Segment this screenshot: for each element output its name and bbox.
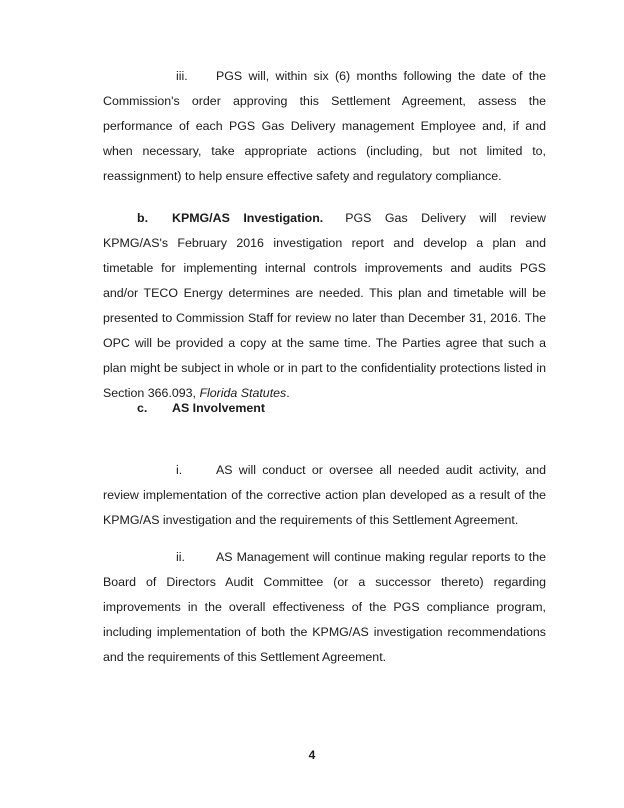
section-marker: c. <box>137 401 148 415</box>
section-heading: KPMG/AS Investigation. <box>172 211 324 225</box>
paragraph-text: AS will conduct or oversee all needed audit activity, and review implementation of the corrective action plan developed as a result of the KPMG/AS investigation and the requirements of this Settlement Agreement. <box>103 463 546 527</box>
list-marker: iii. <box>176 69 188 83</box>
section-heading: AS Involvement <box>172 401 265 415</box>
paragraph-text: PGS will, within six (6) months following the date of the Commission's order approving this Settlement Agreement, assess the performance of each PGS Gas Delivery management Employee and, if and when necessary, take appropriate actions (including, but not limited to, reassignment) to help ensure effective safety and regulatory compliance. <box>103 69 546 183</box>
paragraph-c-heading <box>103 396 546 421</box>
paragraph-text: AS Management will continue making regular reports to the Board of Directors Audit Committee (or a successor thereto) regarding improvements in the overall effectiveness of the PGS compliance program, including implementation of both the KPMG/AS investigation recommendations and the requirements of this Settlement Agreement. <box>103 550 546 664</box>
paragraph-text: PGS Gas Delivery will review KPMG/AS's February 2016 investigation report and develop a plan and timetable for implementing internal controls improvements and audits PGS and/or TECO Energy determines are needed. This plan and timetable will be presented to Commission Staff for review no later than December 31, 2016. The OPC will be provided a copy at the same time. The Parties agree that such a plan might be subject in whole or in part to the confidentiality protections listed in Section 366.093, <box>103 211 546 400</box>
page-number: 4 <box>308 748 316 762</box>
paragraph-c-i <box>103 458 546 533</box>
paragraph-b <box>103 206 546 406</box>
italic-citation: Florida Statutes <box>199 386 287 400</box>
section-marker: b. <box>137 211 149 225</box>
list-marker: ii. <box>176 550 185 564</box>
sentence-end: . <box>286 386 290 400</box>
paragraph-c-ii <box>103 545 546 670</box>
list-marker: i. <box>176 463 183 477</box>
paragraph-iii <box>103 64 546 189</box>
